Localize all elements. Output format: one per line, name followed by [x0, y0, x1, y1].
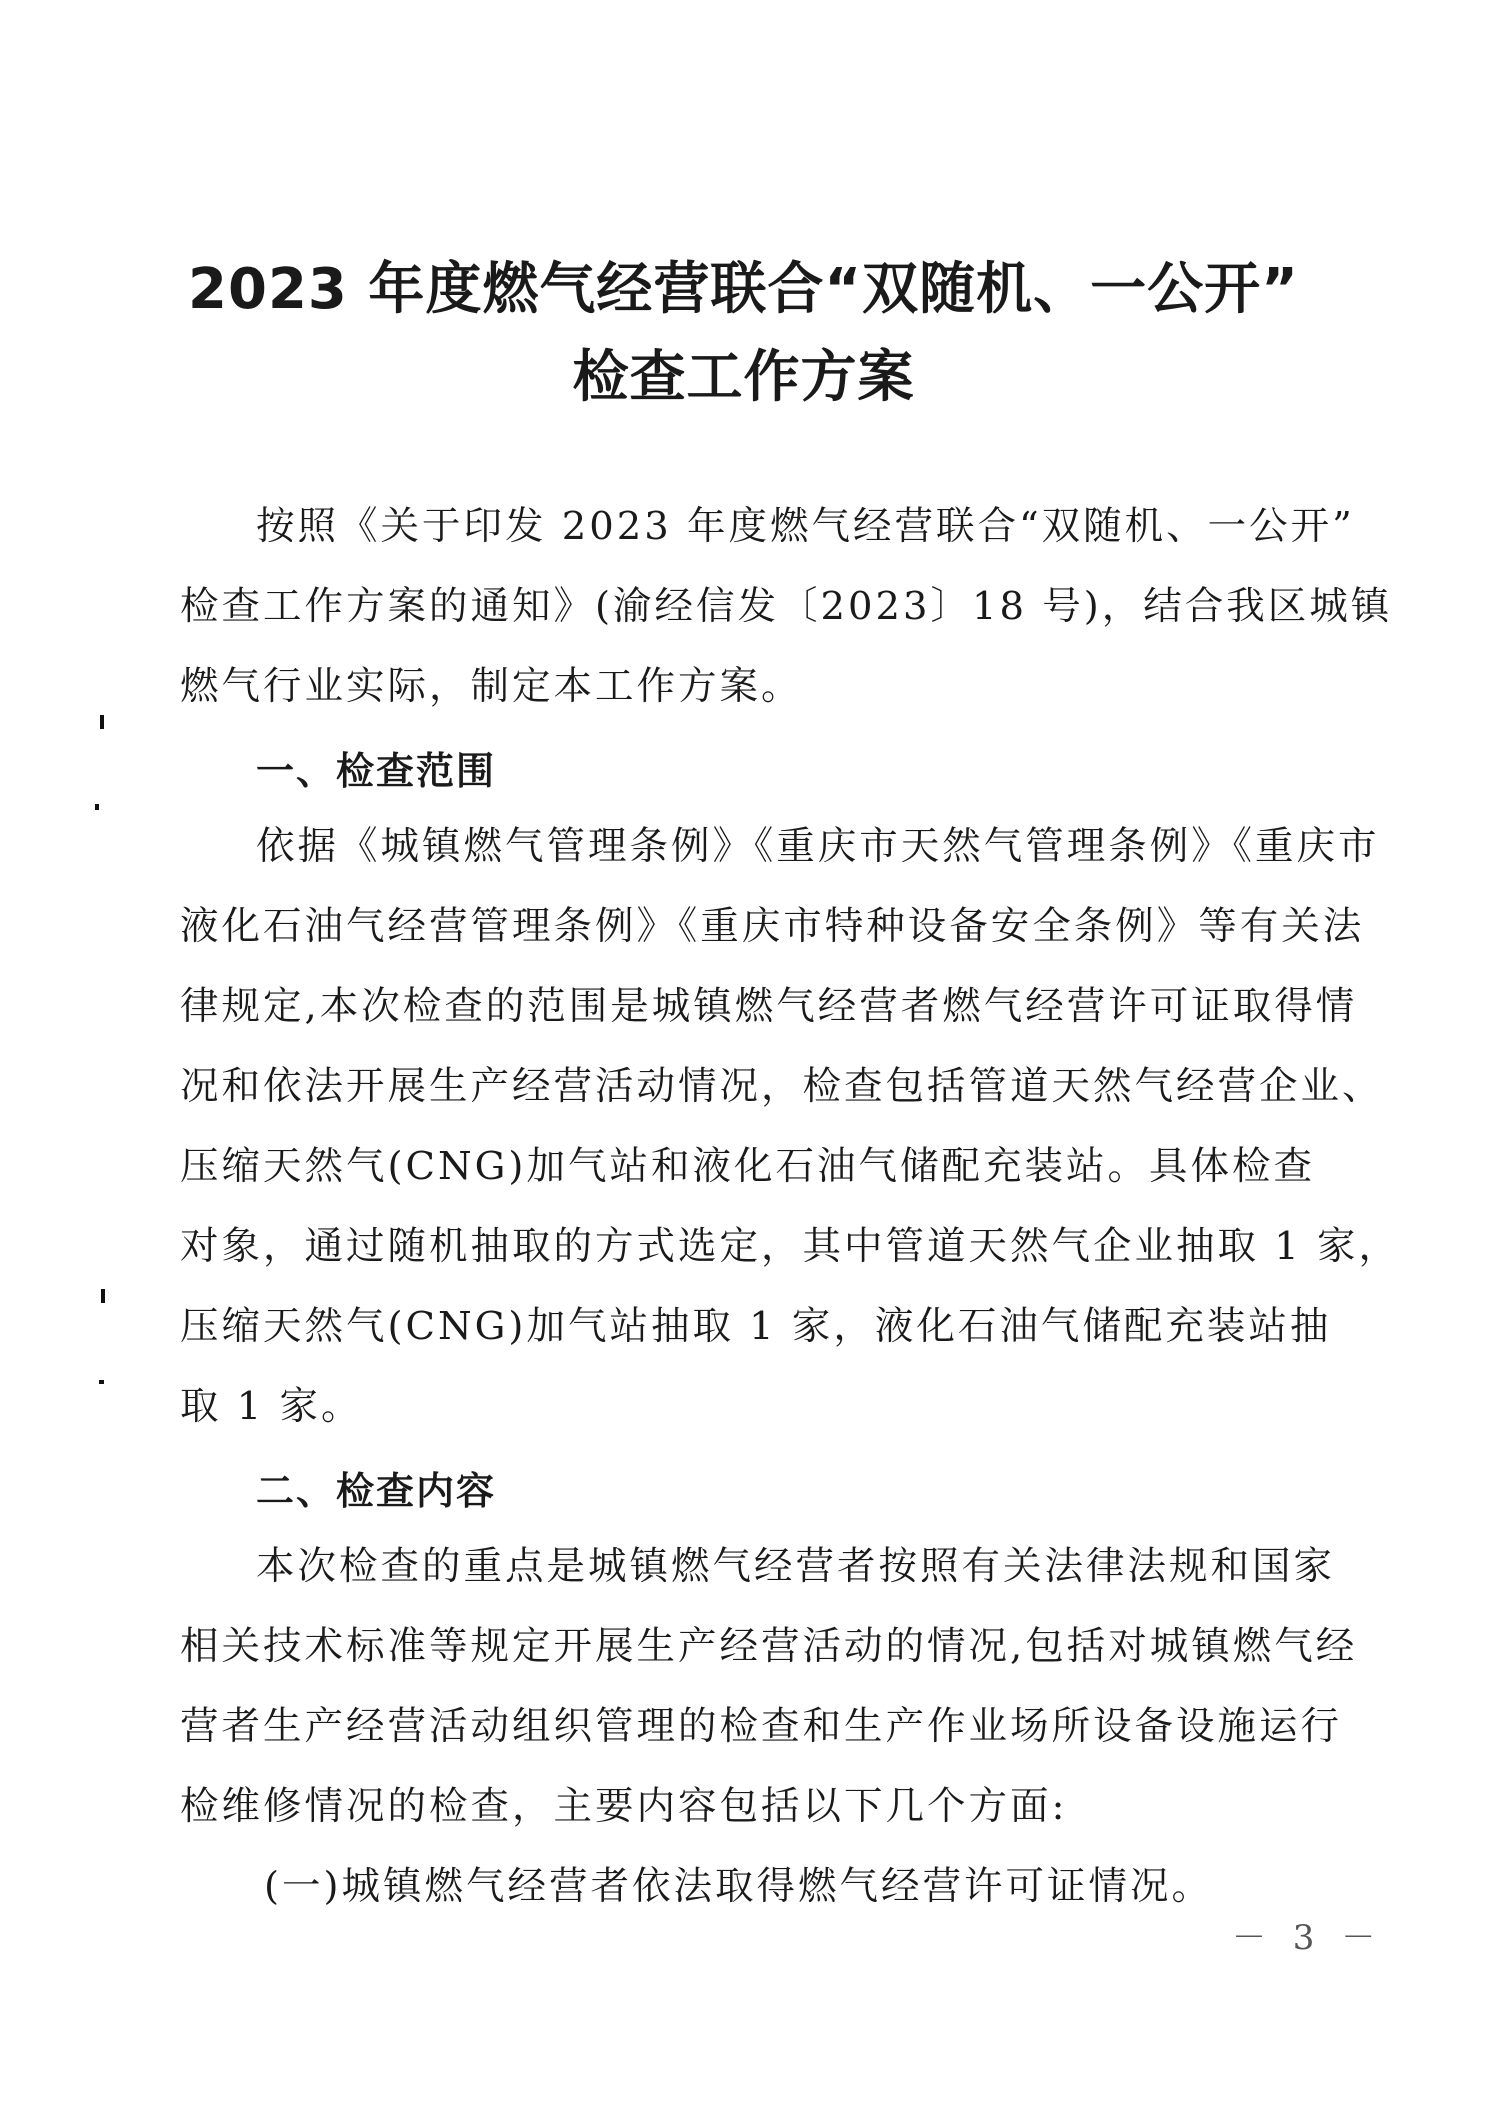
section1-line-8: 取 1 家。: [180, 1384, 363, 1429]
section1-line-6: 对象，通过随机抽取的方式选定，其中管道天然气企业抽取 1 家，: [180, 1224, 1400, 1269]
scan-mark: [100, 715, 104, 729]
section1-line-5: 压缩天然气(CNG)加气站和液化石油气储配充装站。具体检查: [180, 1144, 1315, 1189]
section2-line-4: 检维修情况的检查，主要内容包括以下几个方面:: [180, 1784, 1068, 1829]
section2-heading: 二、检查内容: [256, 1469, 497, 1513]
document-title-line2: 检查工作方案: [572, 345, 915, 410]
scan-mark: [99, 1380, 104, 1384]
section2-line-1: 本次检查的重点是城镇燃气经营者按照有关法律法规和国家: [256, 1544, 1336, 1589]
section1-line-2: 液化石油气经营管理条例》《重庆市特种设备安全条例》等有关法: [180, 904, 1365, 949]
section1-heading: 一、检查范围: [256, 749, 497, 793]
section1-line-1: 依据《城镇燃气管理条例》《重庆市天然气管理条例》《重庆市: [256, 824, 1380, 869]
intro-line-3: 燃气行业实际，制定本工作方案。: [180, 664, 803, 709]
section1-line-3: 律规定,本次检查的范围是城镇燃气经营者燃气经营许可证取得情: [180, 984, 1358, 1029]
scan-mark: [95, 804, 99, 810]
scan-mark: [101, 1289, 105, 1303]
section1-line-4: 况和依法开展生产经营活动情况，检查包括管道天然气经营企业、: [180, 1064, 1384, 1109]
section2-line-2: 相关技术标准等规定开展生产经营活动的情况,包括对城镇燃气经: [180, 1624, 1358, 1669]
intro-line-1: 按照《关于印发 2023 年度燃气经营联合“双随机、一公开”: [256, 504, 1355, 549]
intro-line-2: 检查工作方案的通知》(渝经信发〔2023〕18 号)，结合我区城镇: [180, 584, 1393, 629]
section2-item-1: (一)城镇燃气经营者依法取得燃气经营许可证情况。: [264, 1864, 1214, 1909]
page-number: － 3 －: [1232, 1918, 1384, 1958]
document-title-line1: 2023 年度燃气经营联合“双随机、一公开”: [188, 257, 1299, 322]
section1-line-7: 压缩天然气(CNG)加气站抽取 1 家，液化石油气储配充装站抽: [180, 1304, 1332, 1349]
section2-line-3: 营者生产经营活动组织管理的检查和生产作业场所设备设施运行: [180, 1704, 1343, 1749]
